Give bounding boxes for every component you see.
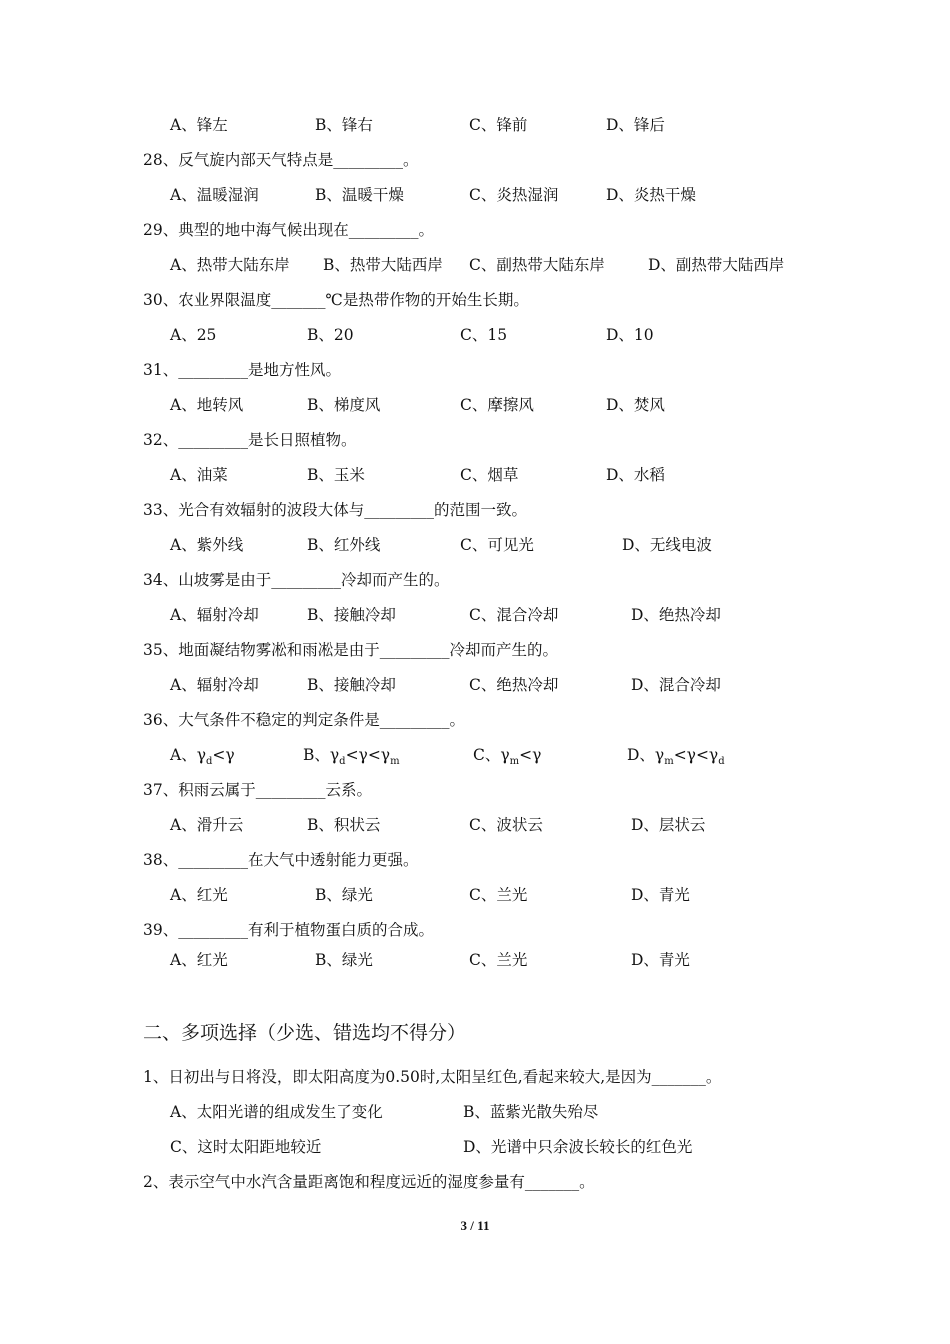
option: D、光谱中只余波长较长的红色光 bbox=[463, 1138, 693, 1156]
option: D、绝热冷却 bbox=[631, 606, 721, 624]
option: D、青光 bbox=[631, 886, 690, 904]
option: C、副热带大陆东岸 bbox=[469, 256, 605, 274]
question-stem: 37、积雨云属于_________云系。 bbox=[143, 781, 372, 799]
option: D、副热带大陆西岸 bbox=[648, 256, 785, 274]
option: C、炎热湿润 bbox=[469, 186, 559, 204]
option: D、炎热干燥 bbox=[606, 186, 696, 204]
option: B、积状云 bbox=[307, 816, 381, 834]
option: C、绝热冷却 bbox=[469, 676, 559, 694]
question-stem: 1、日初出与日将没，即太阳高度为0.50时,太阳呈红色,看起来较大,是因为_______。 bbox=[143, 1068, 722, 1086]
option: C、可见光 bbox=[460, 536, 534, 554]
option: A、25 bbox=[170, 326, 217, 344]
option: C、兰光 bbox=[469, 951, 528, 969]
option: C、波状云 bbox=[469, 816, 543, 834]
option: C、锋前 bbox=[469, 116, 528, 134]
question-stem: 36、大气条件不稳定的判定条件是_________。 bbox=[143, 711, 465, 729]
option: A、辐射冷却 bbox=[170, 676, 259, 694]
option: C、兰光 bbox=[469, 886, 528, 904]
page-number: 3 / 11 bbox=[460, 1218, 490, 1233]
option: C、摩擦风 bbox=[460, 396, 534, 414]
option: D、锋后 bbox=[606, 116, 665, 134]
question-stem: 29、典型的地中海气候出现在_________。 bbox=[143, 221, 434, 239]
option: B、绿光 bbox=[315, 951, 373, 969]
option: B、玉米 bbox=[307, 466, 365, 484]
option: D、层状云 bbox=[631, 816, 706, 834]
option: A、滑升云 bbox=[170, 816, 244, 834]
option: A、紫外线 bbox=[170, 536, 244, 554]
question-stem: 33、光合有效辐射的波段大体与_________的范围一致。 bbox=[143, 501, 527, 519]
option: A、温暖湿润 bbox=[170, 186, 259, 204]
question-stem: 28、反气旋内部天气特点是_________。 bbox=[143, 151, 419, 169]
option: A、油菜 bbox=[170, 466, 228, 484]
option: C、15 bbox=[460, 326, 508, 344]
option: C、这时太阳距地较近 bbox=[170, 1138, 322, 1156]
option: D、无线电波 bbox=[622, 536, 712, 554]
option: B、热带大陆西岸 bbox=[323, 256, 443, 274]
option: A、地转风 bbox=[170, 396, 244, 414]
option: A、锋左 bbox=[170, 116, 228, 134]
option: B、红外线 bbox=[307, 536, 381, 554]
option: B、接触冷却 bbox=[307, 676, 396, 694]
option: A、热带大陆东岸 bbox=[170, 256, 290, 274]
option: C、$\gamma_m<\gamma$ bbox=[473, 746, 542, 767]
question-stem: 35、地面凝结物雾凇和雨凇是由于_________冷却而产生的。 bbox=[143, 641, 558, 659]
option: A、$\gamma_d<\gamma$ bbox=[170, 746, 235, 767]
option: B、蓝紫光散失殆尽 bbox=[463, 1103, 599, 1121]
option: C、混合冷却 bbox=[469, 606, 559, 624]
question-stem: 34、山坡雾是由于_________冷却而产生的。 bbox=[143, 571, 450, 589]
option: D、混合冷却 bbox=[631, 676, 721, 694]
option: A、太阳光谱的组成发生了变化 bbox=[170, 1103, 383, 1121]
option: A、辐射冷却 bbox=[170, 606, 259, 624]
question-stem: 38、_________在大气中透射能力更强。 bbox=[143, 851, 419, 869]
question-stem: 32、_________是长日照植物。 bbox=[143, 431, 357, 449]
option: D、水稻 bbox=[606, 466, 665, 484]
option: B、$\gamma_d<\gamma<\gamma_m$ bbox=[303, 746, 400, 767]
option: D、$\gamma_m<\gamma<\gamma_d$ bbox=[627, 746, 725, 767]
question-stem: 39、_________有利于植物蛋白质的合成。 bbox=[143, 921, 434, 939]
option: C、烟草 bbox=[460, 466, 519, 484]
option: B、梯度风 bbox=[307, 396, 381, 414]
option: D、焚风 bbox=[606, 396, 665, 414]
option: D、青光 bbox=[631, 951, 690, 969]
section-heading: 二、多项选择（少选、错选均不得分） bbox=[143, 1022, 467, 1044]
option: B、20 bbox=[307, 326, 354, 344]
option: A、红光 bbox=[170, 886, 228, 904]
option: D、10 bbox=[606, 326, 654, 344]
question-stem: 2、表示空气中水汽含量距离饱和程度远近的湿度参量有_______。 bbox=[143, 1173, 595, 1191]
question-stem: 30、农业界限温度_______℃是热带作物的开始生长期。 bbox=[143, 291, 529, 309]
option: B、接触冷却 bbox=[307, 606, 396, 624]
option: B、温暖干燥 bbox=[315, 186, 404, 204]
option: A、红光 bbox=[170, 951, 228, 969]
option: B、绿光 bbox=[315, 886, 373, 904]
option: B、锋右 bbox=[315, 116, 373, 134]
question-stem: 31、_________是地方性风。 bbox=[143, 361, 341, 379]
